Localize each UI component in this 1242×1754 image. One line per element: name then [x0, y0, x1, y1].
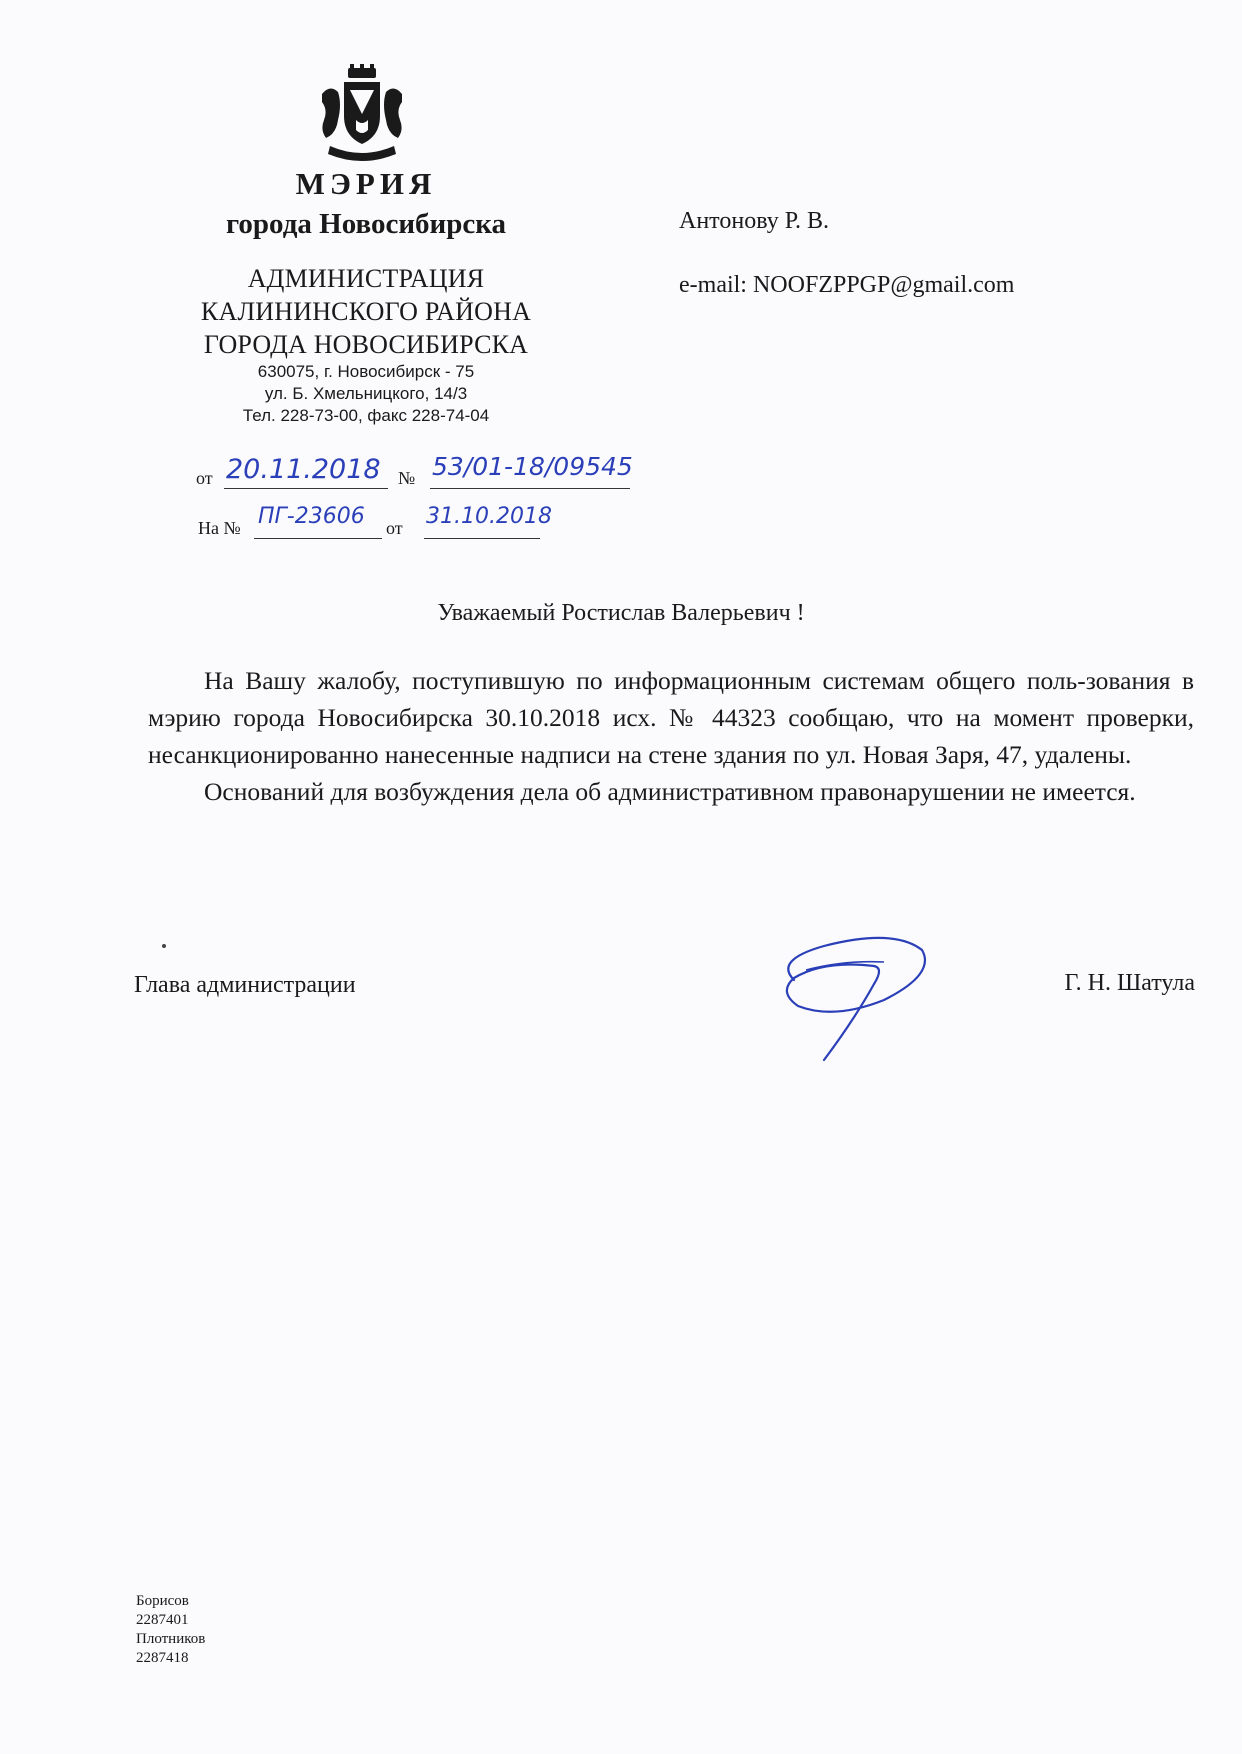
- reply-number: ПГ-23606: [258, 504, 365, 529]
- mayor-city: города Новосибирска: [225, 208, 507, 240]
- signatory-name: Г. Н. Шатула: [1064, 970, 1195, 996]
- address-line: Тел. 228-73-00, факс 228-74-04: [242, 406, 490, 425]
- footer-line: 2287401: [136, 1612, 189, 1628]
- from-label: от: [196, 468, 213, 488]
- address-line: 630075, г. Новосибирск - 75: [257, 362, 475, 381]
- administration-block: [160, 262, 572, 427]
- admin-line: АДМИНИСТРАЦИЯ: [247, 264, 485, 293]
- number-underline: [430, 488, 630, 489]
- recipient-email: e-mail: NOOFZPPGP@gmail.com: [679, 272, 1015, 298]
- reply-from-label: от: [386, 518, 403, 538]
- salutation: Уважаемый Ростислав Валерьевич !: [437, 600, 805, 626]
- coat-of-arms-icon: [316, 64, 408, 162]
- reply-number-underline: [254, 538, 382, 539]
- reply-date: 31.10.2018: [426, 504, 552, 529]
- registration-date: 20.11.2018: [226, 454, 381, 485]
- signatory-position: Глава администрации: [134, 972, 356, 998]
- letter-body: [148, 662, 1194, 810]
- reply-date-underline: [424, 538, 540, 539]
- body-paragraph: На Вашу жалобу, поступившую по информационным системам общего поль-зования в мэрию города Новосибирска 30.10.2018 исх. № 44323 сообщаю, что на момент проверки, несанкционированно нанесенные надписи на стене здания по ул. Новая Заря, 47, удалены.: [148, 666, 1194, 769]
- registration-number: 53/01-18/09545: [432, 452, 633, 481]
- address-line: ул. Б. Хмельницкого, 14/3: [264, 384, 468, 403]
- date-underline: [224, 488, 388, 489]
- reply-label: На №: [198, 518, 241, 538]
- scan-speck: [162, 944, 166, 948]
- admin-line: ГОРОДА НОВОСИБИРСКА: [203, 330, 529, 359]
- number-label: №: [398, 468, 416, 488]
- footer-line: Плотников: [136, 1631, 206, 1647]
- admin-line: КАЛИНИНСКОГО РАЙОНА: [200, 297, 532, 326]
- footer-line: 2287418: [136, 1650, 189, 1666]
- footer-line: Борисов: [136, 1593, 189, 1609]
- mayor-title: МЭРИЯ: [295, 166, 437, 201]
- executor-footer: [136, 1592, 205, 1668]
- body-paragraph: Оснований для возбуждения дела об административном правонарушении не имеется.: [204, 777, 1136, 806]
- recipient-name: Антонову Р. В.: [679, 208, 830, 234]
- handwritten-signature: [764, 920, 934, 1070]
